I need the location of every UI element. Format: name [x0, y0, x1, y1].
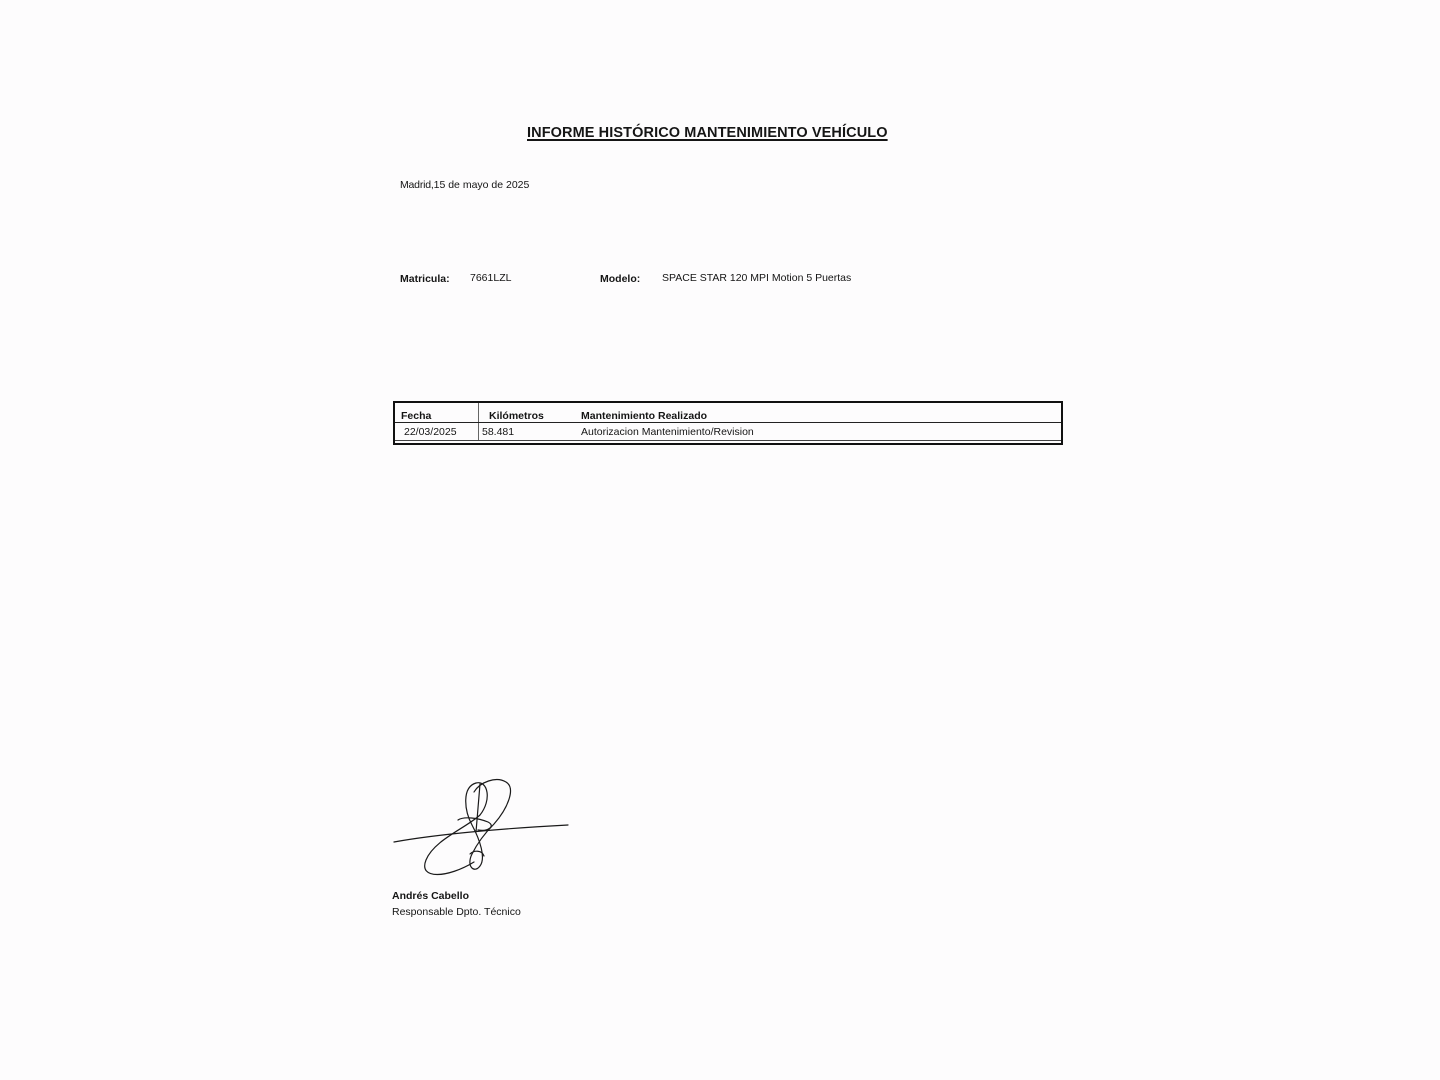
model-label: Modelo: [600, 273, 641, 285]
maintenance-table [393, 401, 1063, 445]
model-value: SPACE STAR 120 MPI Motion 5 Puertas [662, 272, 852, 284]
cell-kilometros: 58.481 [479, 423, 576, 441]
header-mantenimiento: Mantenimiento Realizado [575, 403, 1061, 423]
cell-mantenimiento: Autorizacion Mantenimiento/Revision [575, 423, 1061, 441]
plate-value: 7661LZL [470, 272, 512, 284]
handwritten-signature [388, 770, 578, 890]
signer-name: Andrés Cabello [392, 890, 470, 902]
plate-label: Matricula: [400, 273, 450, 285]
header-kilometros: Kilómetros [479, 403, 576, 423]
signer-role: Responsable Dpto. Técnico [392, 906, 521, 918]
cell-fecha: 22/03/2025 [395, 423, 479, 441]
report-title: INFORME HISTÓRICO MANTENIMIENTO VEHÍCULO [527, 125, 888, 141]
place-date [400, 179, 529, 191]
place: Madrid, [400, 179, 434, 191]
report-date: 15 de mayo de 2025 [433, 179, 530, 191]
table-header-row [395, 403, 1061, 423]
header-fecha: Fecha [395, 403, 479, 423]
table-row [395, 423, 1061, 441]
